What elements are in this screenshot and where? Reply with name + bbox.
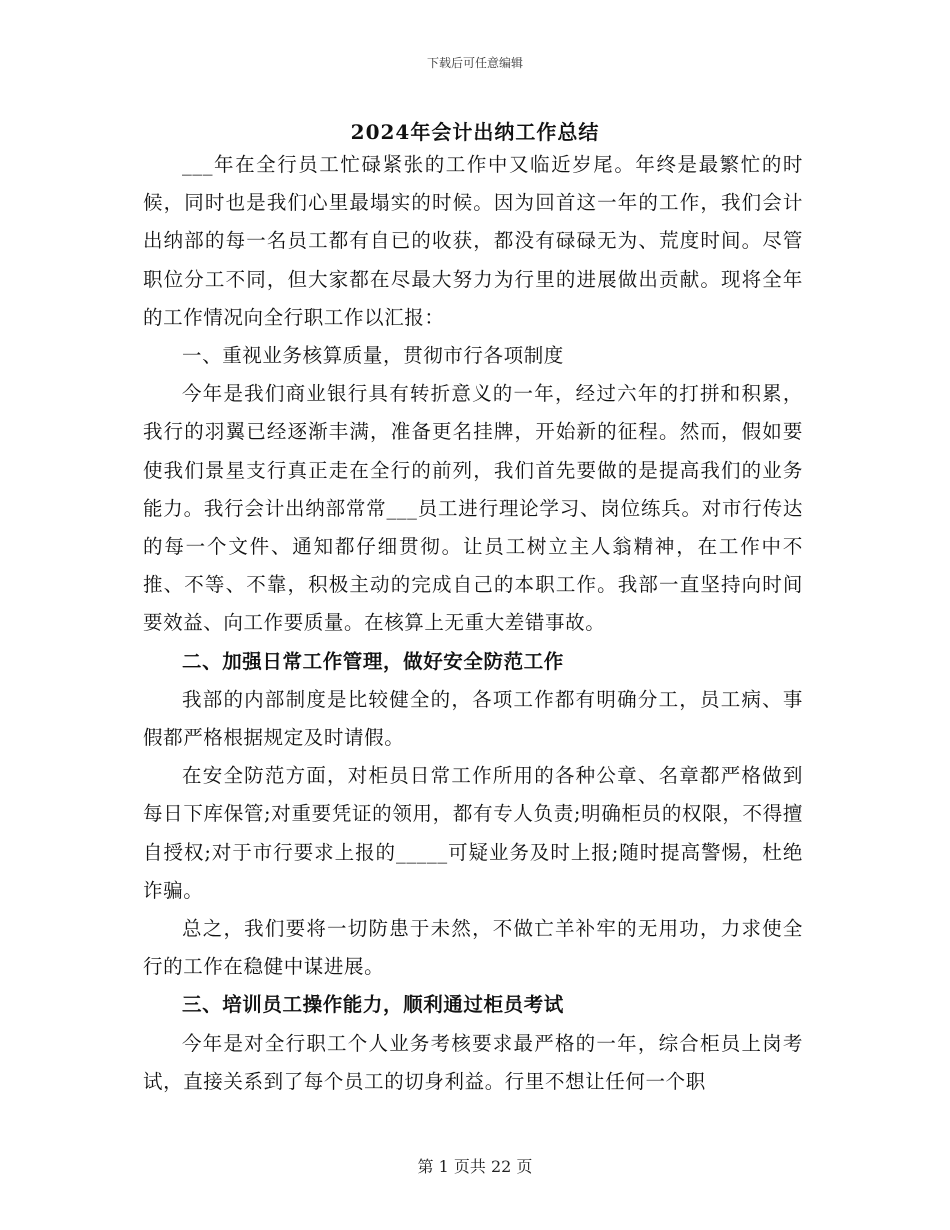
page-number: 第 1 页共 22 页 xyxy=(417,1157,533,1176)
intro-paragraph: ___年在全行员工忙碌紧张的工作中又临近岁尾。年终是最繁忙的时候，同时也是我们心里最塌实的时候。因为回首这一年的工作，我们会计出纳部的每一名员工都有自已的收获，都没有碌碌无为、荒度时间。尽管职位分工不同，但大家都在尽最大努力为行里的进展做出贡献。现将全年的工作情况向全行职工作以汇报： xyxy=(143,153,803,329)
section-2-paragraph-1: 我部的内部制度是比较健全的，各项工作都有明确分工，员工病、事假都严格根据规定及时请假。 xyxy=(143,687,803,750)
section-2-paragraph-3: 总之，我们要将一切防患于未然，不做亡羊补牢的无用功，力求使全行的工作在稳健中谋进展。 xyxy=(143,917,803,979)
section-heading-2: 二、加强日常工作管理，做好安全防范工作 xyxy=(182,649,564,673)
document-body xyxy=(143,146,803,1101)
section-2-paragraph-2: 在安全防范方面，对柜员日常工作所用的各种公章、名章都严格做到每日下库保管;对重要凭证的领用，都有专人负责;明确柜员的权限，不得擅自授权;对于市行要求上报的_____可疑业务及时上报;随时提高警惕，杜绝诈骗。 xyxy=(143,764,803,902)
section-heading-1: 一、重视业务核算质量，贯彻市行各项制度 xyxy=(182,344,564,368)
header-note: 下载后可任意编辑 xyxy=(426,56,523,70)
section-1-paragraph: 今年是我们商业银行具有转折意义的一年，经过六年的打拼和积累，我行的羽翼已经逐渐丰满，准备更名挂牌，开始新的征程。然而，假如要使我们景星支行真正走在全行的前列，我们首先要做的是提高我们的业务能力。我行会计出纳部常常___员工进行理论学习、岗位练兵。对市行传达的每一个文件、通知都仔细贯彻。让员工树立主人翁精神，在工作中不推、不等、不靠，积极主动的完成自己的本职工作。我部一直坚持向时间要效益、向工作要质量。在核算上无重大差错事故。 xyxy=(143,382,803,635)
document-title: 2024年会计出纳工作总结 xyxy=(350,120,600,144)
section-heading-3: 三、培训员工操作能力，顺利通过柜员考试 xyxy=(182,993,564,1017)
section-3-paragraph-1: 今年是对全行职工个人业务考核要求最严格的一年，综合柜员上岗考试，直接关系到了每个员工的切身利益。行里不想让任何一个职 xyxy=(143,1031,803,1093)
